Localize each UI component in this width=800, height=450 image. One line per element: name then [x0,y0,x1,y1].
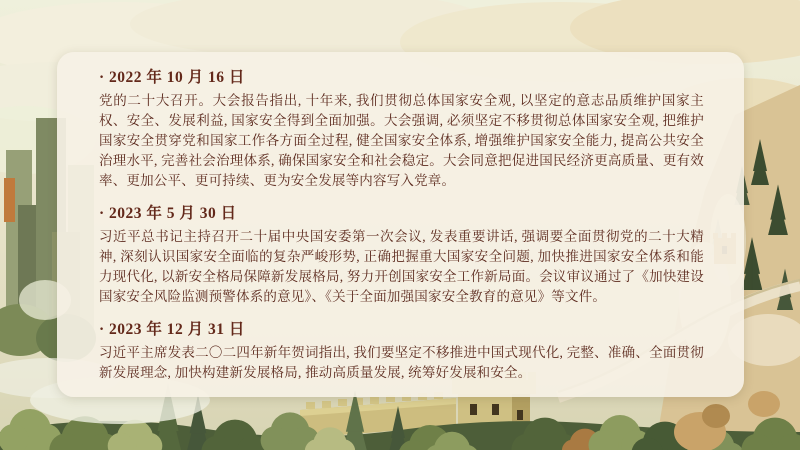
entry-date: · 2023 年 12 月 31 日 [99,321,245,338]
timeline-entry [99,203,704,307]
timeline-entry [99,67,704,191]
entry-body: 习近平主席发表二〇二四年新年贺词指出, 我们要坚定不移推进中国式现代化, 完整、准确、全面贯彻新发展理念, 加快构建新发展格局, 推动高质量发展, 统筹好发展和安全。 [99,345,704,380]
entry-date: · 2023 年 5 月 30 日 [99,205,237,222]
timeline-card [57,52,744,397]
entry-date: · 2022 年 10 月 16 日 [99,69,245,86]
entry-body: 习近平总书记主持召开二十届中央国安委第一次会议, 发表重要讲话, 强调要全面贯彻党的二十大精神, 深刻认识国家安全面临的复杂严峻形势, 正确把握重大国家安全问题, 加快推进国家安全体系和能力现代化, 以新安全格局保障新发展格局, 努力开创国家安全工作新局面。会议审议通过了《加快建设国家安全风险监测预警体系的意见》、《关于全面加强国家安全教育的意见》等文件。 [99,229,704,304]
entry-body: 党的二十大召开。大会报告指出, 十年来, 我们贯彻总体国家安全观, 以坚定的意志品质维护国家主权、安全、发展利益, 国家安全得到全面加强。大会强调, 必须坚定不移贯彻总体国家安全观, 把维护国家安全贯穿党和国家工作各方面全过程, 健全国家安全体系, 增强维护国家安全能力, 提高公共安全治理水平, 完善社会治理体系, 确保国家安全和社会稳定。大会同意把促进国民经济更高质量、更有效率、更加公平、更可持续、更为安全发展等内容写入党章。 [99,93,704,188]
timeline-entry [99,319,704,383]
